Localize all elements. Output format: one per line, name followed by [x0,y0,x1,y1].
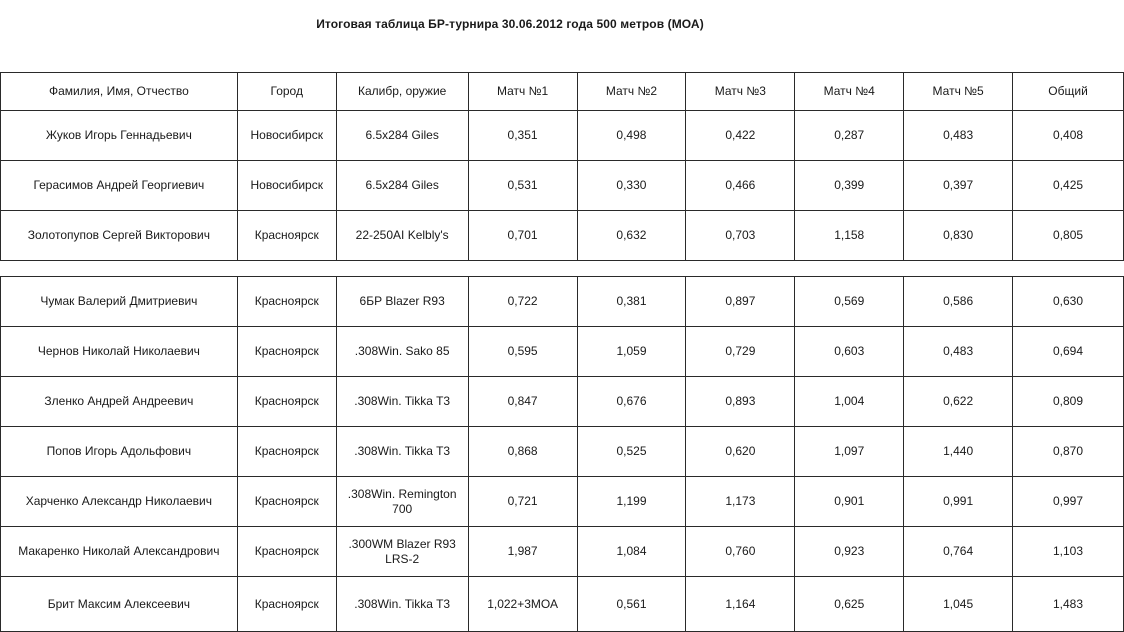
cell-caliber-weapon: .308Win. Sako 85 [336,327,468,377]
cell-match-5: 1,440 [904,427,1013,477]
cell-match-4: 0,901 [795,477,904,527]
cell-total: 0,997 [1013,477,1124,527]
table-row [1,327,1124,377]
cell-match-1: 0,531 [468,161,577,211]
table-row [1,577,1124,632]
cell-match-2: 0,525 [577,427,686,477]
cell-city: Красноярск [237,277,336,327]
cell-match-3: 0,897 [686,277,795,327]
cell-match-3: 0,893 [686,377,795,427]
results-table-bottom [0,276,1124,632]
table-row [1,111,1124,161]
header-total: Общий [1013,73,1124,111]
cell-match-3: 1,173 [686,477,795,527]
header-city: Город [237,73,336,111]
cell-city: Красноярск [237,527,336,577]
table-row [1,211,1124,261]
cell-match-1: 1,022+3МОА [468,577,577,632]
cell-caliber-weapon: .308Win. Remington 700 [336,477,468,527]
cell-match-3: 0,729 [686,327,795,377]
cell-match-3: 0,760 [686,527,795,577]
cell-full-name: Чумак Валерий Дмитриевич [1,277,238,327]
cell-match-4: 0,603 [795,327,904,377]
cell-city: Красноярск [237,577,336,632]
cell-full-name: Жуков Игорь Геннадьевич [1,111,238,161]
cell-caliber-weapon: .308Win. Tikka T3 [336,577,468,632]
cell-caliber-weapon: 6БР Blazer R93 [336,277,468,327]
cell-match-5: 0,830 [904,211,1013,261]
cell-total: 0,805 [1013,211,1124,261]
cell-match-2: 0,330 [577,161,686,211]
table-row [1,277,1124,327]
cell-match-5: 0,764 [904,527,1013,577]
cell-match-1: 0,721 [468,477,577,527]
cell-caliber-weapon: .308Win. Tikka T3 [336,427,468,477]
cell-match-3: 0,422 [686,111,795,161]
results-table-top [0,72,1124,261]
page-title: Итоговая таблица БР-турнира 30.06.2012 года 500 метров (МОА) [316,17,704,31]
header-full-name: Фамилия, Имя, Отчество [1,73,238,111]
header-match-4: Матч №4 [795,73,904,111]
cell-total: 0,809 [1013,377,1124,427]
cell-match-2: 0,498 [577,111,686,161]
cell-total: 1,103 [1013,527,1124,577]
cell-full-name: Харченко Александр Николаевич [1,477,238,527]
cell-match-4: 0,569 [795,277,904,327]
cell-match-4: 0,625 [795,577,904,632]
cell-match-5: 0,397 [904,161,1013,211]
cell-full-name: Макаренко Николай Александрович [1,527,238,577]
cell-match-2: 0,676 [577,377,686,427]
header-match-1: Матч №1 [468,73,577,111]
cell-full-name: Попов Игорь Адольфович [1,427,238,477]
cell-match-4: 0,287 [795,111,904,161]
cell-match-4: 1,097 [795,427,904,477]
table-row [1,477,1124,527]
table-row [1,377,1124,427]
header-match-3: Матч №3 [686,73,795,111]
cell-total: 0,694 [1013,327,1124,377]
cell-match-5: 1,045 [904,577,1013,632]
cell-caliber-weapon: 22-250AI Kelbly's [336,211,468,261]
cell-full-name: Герасимов Андрей Георгиевич [1,161,238,211]
cell-match-2: 1,084 [577,527,686,577]
cell-city: Красноярск [237,211,336,261]
cell-total: 0,630 [1013,277,1124,327]
cell-match-3: 0,620 [686,427,795,477]
cell-match-5: 0,483 [904,111,1013,161]
cell-match-5: 0,483 [904,327,1013,377]
cell-match-1: 0,847 [468,377,577,427]
cell-city: Красноярск [237,477,336,527]
header-caliber-weapon: Калибр, оружие [336,73,468,111]
cell-match-1: 1,987 [468,527,577,577]
cell-caliber-weapon: .308Win. Tikka T3 [336,377,468,427]
cell-total: 0,425 [1013,161,1124,211]
cell-caliber-weapon: 6.5x284 Giles [336,161,468,211]
cell-match-5: 0,622 [904,377,1013,427]
cell-match-1: 0,701 [468,211,577,261]
cell-full-name: Брит Максим Алексеевич [1,577,238,632]
table-row [1,527,1124,577]
cell-caliber-weapon: 6.5x284 Giles [336,111,468,161]
cell-full-name: Чернов Николай Николаевич [1,327,238,377]
header-row [1,73,1124,111]
cell-match-1: 0,595 [468,327,577,377]
cell-match-2: 0,632 [577,211,686,261]
cell-total: 0,870 [1013,427,1124,477]
cell-city: Красноярск [237,427,336,477]
cell-match-3: 1,164 [686,577,795,632]
cell-match-3: 0,703 [686,211,795,261]
cell-match-4: 0,923 [795,527,904,577]
cell-total: 0,408 [1013,111,1124,161]
cell-caliber-weapon: .300WM Blazer R93 LRS-2 [336,527,468,577]
cell-city: Новосибирск [237,111,336,161]
cell-total: 1,483 [1013,577,1124,632]
table-row [1,427,1124,477]
header-match-2: Матч №2 [577,73,686,111]
cell-match-2: 0,561 [577,577,686,632]
cell-match-1: 0,868 [468,427,577,477]
cell-match-4: 0,399 [795,161,904,211]
cell-match-2: 0,381 [577,277,686,327]
cell-city: Новосибирск [237,161,336,211]
table-row [1,161,1124,211]
cell-match-2: 1,059 [577,327,686,377]
cell-city: Красноярск [237,377,336,427]
cell-match-5: 0,991 [904,477,1013,527]
cell-match-2: 1,199 [577,477,686,527]
cell-full-name: Золотопупов Сергей Викторович [1,211,238,261]
cell-match-3: 0,466 [686,161,795,211]
cell-match-1: 0,351 [468,111,577,161]
cell-match-4: 1,004 [795,377,904,427]
cell-match-4: 1,158 [795,211,904,261]
cell-match-5: 0,586 [904,277,1013,327]
cell-city: Красноярск [237,327,336,377]
cell-full-name: Зленко Андрей Андреевич [1,377,238,427]
header-match-5: Матч №5 [904,73,1013,111]
cell-match-1: 0,722 [468,277,577,327]
